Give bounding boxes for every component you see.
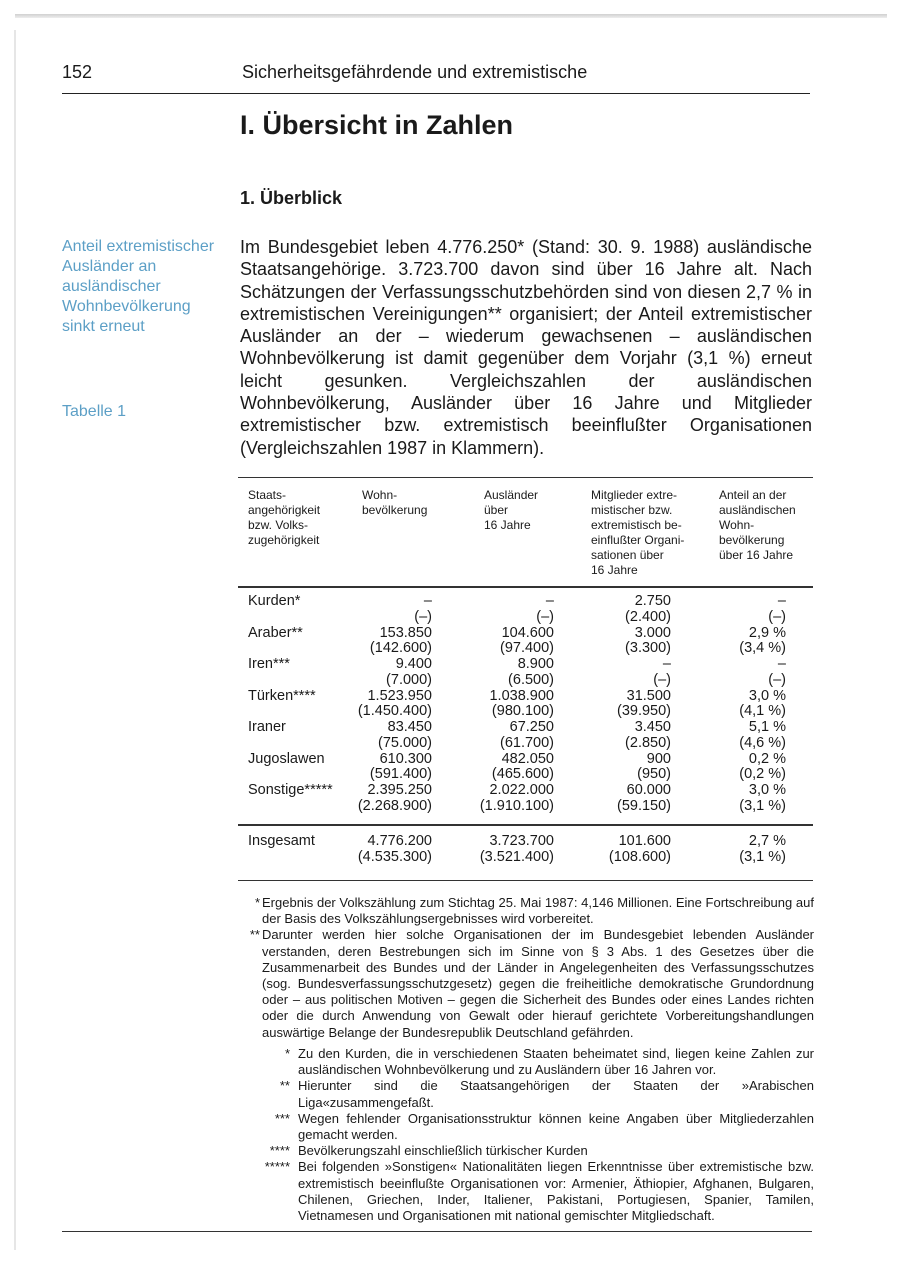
table-bottom-rule <box>238 880 813 881</box>
population-1987-cell: (142.600) <box>369 640 432 657</box>
members-1987-cell: (2.850) <box>625 734 671 751</box>
population-1987-cell: (1.450.400) <box>357 703 432 720</box>
members-cell: 60.000 <box>626 782 671 798</box>
over-16-cell: 482.050 <box>501 750 554 767</box>
footnote-mark: *** <box>274 1110 290 1126</box>
nationality-cell: Kurden* <box>248 593 301 609</box>
column-header-population: Wohn- bevölkerung <box>362 488 428 517</box>
population-1987-cell: (7.000) <box>386 671 432 688</box>
nationality-cell: Jugoslawen <box>248 750 325 767</box>
share-1987-cell: (3,1 %) <box>739 797 786 814</box>
footnote-text: Darunter werden hier solche Organisationen der im Bundesgebiet lebenden Ausländer verstanden, deren Bestrebungen sich im Sinne von § 3 Abs. 1 des Gesetzes über die Zusammenarbeit des Bundes und der Länder in Angelegenheiten des Verfassungsschutzes (sog. Bundesverfassungsschutzgesetz) gegen die freiheitliche demokratische Grundordnung oder – aus politischen Motiven – gegen die Sicherheit des Bundes oder eines Landes richten oder die durch Anwendung von Gewalt oder hierauf gerichtete Vorbereitungshandlungen auswärtige Belange der Bundesrepublik Deutschland gefährden. <box>262 927 814 1040</box>
over-16-1987-cell: (1.910.100) <box>479 797 554 814</box>
statistics-table <box>240 488 812 865</box>
table-row <box>240 657 812 689</box>
share-1987-cell: (3,1 %) <box>739 848 786 865</box>
population-cell: 153.850 <box>379 624 432 641</box>
population-1987-cell: (4.535.300) <box>357 848 432 865</box>
over-16-cell: 104.600 <box>501 624 554 641</box>
footnote-text: Bevölkerungszahl einschließlich türkischer Kurden <box>298 1143 588 1159</box>
population-cell: 610.300 <box>379 750 432 767</box>
members-1987-cell: (108.600) <box>608 848 671 865</box>
over-16-1987-cell: (61.700) <box>499 734 554 751</box>
share-1987-cell: (–) <box>768 608 786 625</box>
page-number: 152 <box>62 62 93 82</box>
over-16-1987-cell: (–) <box>536 608 554 625</box>
footnote-text: Wegen fehlender Organisationsstruktur können keine Angaben über Mitgliederzahlen gemacht werden. <box>298 1110 814 1143</box>
footnote-mark: * <box>254 895 260 910</box>
margin-note-table-ref: Tabelle 1 <box>62 403 127 420</box>
over-16-cell: 2.022.000 <box>489 782 554 798</box>
over-16-1987-cell: (980.100) <box>491 703 554 720</box>
footnote-text: Bei folgenden »Sonstigen« Nationalitäten liegen Erkenntnisse über extremistische bzw. extremistisch beeinflußte Organisationen vor: Armenier, Äthiopier, Afghanen, Bulgaren, Chilenen, Griechen, Inder, Italiener, Pakistani, Portugiesen, Spanier, Tamilen, Vietnamesen und Organisationen mit national gemischter Mitgliedschaft. <box>298 1159 814 1224</box>
members-cell: 2.750 <box>634 593 671 609</box>
share-1987-cell: (0,2 %) <box>739 766 786 783</box>
scan-top-edge <box>15 14 887 18</box>
members-1987-cell: (2.400) <box>625 608 671 625</box>
share-cell: – <box>777 593 786 609</box>
population-cell: 4.776.200 <box>367 833 432 849</box>
share-1987-cell: (4,1 %) <box>739 703 786 720</box>
members-1987-cell: (3.300) <box>625 640 671 657</box>
members-1987-cell: (59.150) <box>616 797 671 814</box>
nationality-cell: Insgesamt <box>248 833 315 849</box>
population-cell: – <box>423 593 432 609</box>
footnote <box>240 1046 814 1078</box>
share-cell: 3,0 % <box>748 782 786 798</box>
population-cell: 83.450 <box>387 719 432 735</box>
share-1987-cell: (3,4 %) <box>739 640 786 657</box>
header-rule <box>62 93 810 94</box>
chapter-title: I. Übersicht in Zahlen <box>240 110 514 140</box>
footnote <box>240 1078 814 1110</box>
body-paragraph: Im Bundesgebiet leben 4.776.250* (Stand: 30. 9. 1988) ausländische Staatsangehörige. 3.723.700 davon sind über 16 Jahre alt. Nach Schätzungen der Verfassungsschutzbehörden sind von diesen 2,7 % in extremistischen Vereinigungen** organisiert; der Anteil extremistischer Ausländer an der – wiederum gewachsenen – ausländischen Wohnbevölkerung ist damit gegenüber dem Vorjahr (3,1 %) erneut leicht gesunken. Vergleichszahlen der ausländischen Wohnbevölkerung, Ausländer über 16 Jahre und Mitglieder extremistischer bzw. extremistisch beeinflußter Organisationen (Vergleichszahlen 1987 in Klammern). <box>240 237 812 458</box>
table-row <box>240 626 812 658</box>
members-1987-cell: (950) <box>637 766 671 783</box>
running-title: Sicherheitsgefährdende und extremistische <box>242 62 588 82</box>
footnote-mark: ** <box>249 927 260 943</box>
population-1987-cell: (2.268.900) <box>357 797 432 814</box>
nationality-cell: Sonstige***** <box>248 782 333 798</box>
members-cell: 3.450 <box>634 719 671 735</box>
footnote <box>240 895 814 927</box>
column-header-share: Anteil an der ausländischen Wohn- bevölkerung über 16 Jahre <box>719 488 796 562</box>
nationality-cell: Iraner <box>248 719 286 735</box>
share-cell: 2,9 % <box>748 624 786 641</box>
footnote <box>240 1159 814 1224</box>
page-bottom-rule <box>62 1231 812 1232</box>
footnote <box>240 1111 814 1143</box>
nationality-cell: Türken**** <box>248 687 316 704</box>
members-cell: 3.000 <box>634 624 671 641</box>
table-body <box>240 594 812 815</box>
table-row <box>240 783 812 815</box>
members-cell: 900 <box>646 750 671 767</box>
over-16-cell: – <box>545 593 554 609</box>
share-cell: 3,0 % <box>748 687 786 704</box>
table-sum-rule <box>238 824 813 826</box>
members-1987-cell: (39.950) <box>616 703 671 720</box>
members-cell: 101.600 <box>618 833 671 849</box>
footnote-text: Hierunter sind die Staatsangehörigen der Staaten der »Arabischen Liga«zusammengefaßt. <box>298 1078 814 1110</box>
members-cell: – <box>662 656 671 672</box>
footnote-text: Ergebnis der Volkszählung zum Stichtag 25. Mai 1987: 4,146 Millionen. Eine Fortschreibung auf der Basis des Volkszählungsergebnisses wird vorbereitet. <box>262 895 814 927</box>
population-1987-cell: (591.400) <box>369 766 432 783</box>
margin-note-summary: Anteil extremistischer Ausländer an ausländischer Wohnbevölkerung sinkt erneut <box>62 238 215 335</box>
share-cell: 2,7 % <box>748 833 786 849</box>
column-header-nationality: Staats- angehörigkeit bzw. Volks- zugehörigkeit <box>248 488 321 547</box>
column-header-members: Mitglieder extre- mistischer bzw. extremistisch be- einflußter Organi- sationen über 16 Jahre <box>591 488 685 577</box>
section-title: 1. Überblick <box>240 188 343 208</box>
table-footnotes <box>240 1046 814 1224</box>
over-16-cell: 1.038.900 <box>489 687 554 704</box>
footnote-text: Zu den Kurden, die in verschiedenen Staaten beheimatet sind, liegen keine Zahlen zur ausländischen Wohnbevölkerung und zu Ausländern über 16 Jahren vor. <box>298 1046 814 1078</box>
share-cell: – <box>777 656 786 672</box>
members-1987-cell: (–) <box>653 671 671 688</box>
over-16-1987-cell: (3.521.400) <box>479 848 554 865</box>
share-1987-cell: (4,6 %) <box>739 734 786 751</box>
footnote-mark: ***** <box>264 1159 290 1175</box>
population-cell: 9.400 <box>395 656 432 672</box>
table-total <box>240 834 812 866</box>
population-cell: 2.395.250 <box>367 782 432 798</box>
over-16-1987-cell: (465.600) <box>491 766 554 783</box>
footnote-mark: **** <box>269 1143 290 1159</box>
over-16-1987-cell: (6.500) <box>508 671 554 688</box>
over-16-1987-cell: (97.400) <box>499 640 554 657</box>
members-cell: 31.500 <box>626 687 671 704</box>
column-header-over-16: Ausländer über 16 Jahre <box>484 488 539 532</box>
over-16-cell: 3.723.700 <box>489 833 554 849</box>
table-row <box>240 834 812 866</box>
over-16-cell: 8.900 <box>517 656 554 672</box>
footnote-mark: ** <box>279 1078 290 1094</box>
population-1987-cell: (–) <box>414 608 432 625</box>
over-16-cell: 67.250 <box>509 719 554 735</box>
footnote <box>240 1143 814 1159</box>
table-row <box>240 689 812 721</box>
share-1987-cell: (–) <box>768 671 786 688</box>
population-1987-cell: (75.000) <box>377 734 432 751</box>
table-row <box>240 720 812 752</box>
footnote-mark: * <box>284 1046 290 1061</box>
share-cell: 5,1 % <box>748 719 786 735</box>
table-top-rule <box>238 477 813 478</box>
table-row <box>240 752 812 784</box>
text-footnotes <box>240 895 814 1041</box>
table-header-rule <box>238 586 813 588</box>
nationality-cell: Iren*** <box>248 656 290 672</box>
share-cell: 0,2 % <box>748 750 786 767</box>
table-row <box>240 594 812 626</box>
scan-left-edge <box>14 30 16 1250</box>
table-header <box>240 488 812 586</box>
nationality-cell: Araber** <box>248 624 303 641</box>
footnote <box>240 927 814 1040</box>
population-cell: 1.523.950 <box>367 687 432 704</box>
